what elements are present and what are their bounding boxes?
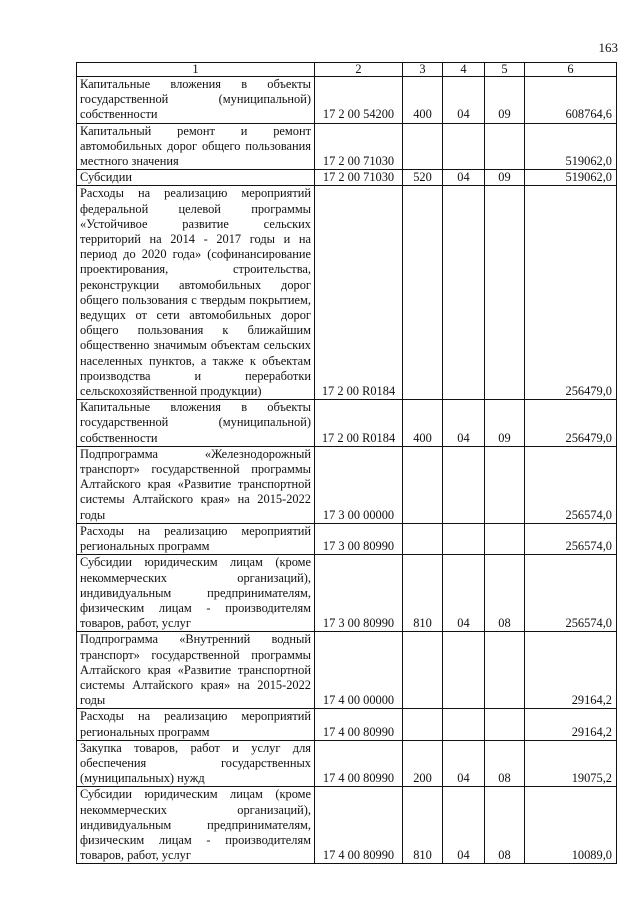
row-code: 17 2 00 71030 xyxy=(315,170,403,186)
row-name: Расходы на реализацию мероприятий региональных программ xyxy=(77,523,315,554)
column-header: 6 xyxy=(525,63,617,77)
column-header: 5 xyxy=(485,63,525,77)
row-code: 17 2 00 R0184 xyxy=(315,186,403,400)
row-amount: 29164,2 xyxy=(525,632,617,709)
row-name: Капитальные вложения в объекты государственной (муниципальной) собственности xyxy=(77,77,315,124)
row-name: Расходы на реализацию мероприятий федеральной целевой программы «Устойчивое развитие сельских территорий на 2014 - 2017 годы и на период до 2020 года» (софинансирование проектирования, строительства, реконструкции автомобильных дорог общего пользования с твердым покрытием, ведущих от сети автомобильных дорог общего пользования к ближайшим общественно значимым объектам сельских населенных пунктов, а также к объектам производства и переработки сельскохозяйственной продукции) xyxy=(77,186,315,400)
row-amount: 256574,0 xyxy=(525,555,617,632)
row-section xyxy=(443,186,485,400)
row-subsection: 08 xyxy=(485,787,525,864)
column-header: 2 xyxy=(315,63,403,77)
column-header: 4 xyxy=(443,63,485,77)
row-name: Субсидии юридическим лицам (кроме некоммерческих организаций), индивидуальным предпринимателям, физическим лицам - производителям товаров, работ, услуг xyxy=(77,555,315,632)
row-amount: 256479,0 xyxy=(525,400,617,447)
table-row xyxy=(77,77,617,124)
row-expense-type: 400 xyxy=(403,400,443,447)
row-name: Закупка товаров, работ и услуг для обеспечения государственных (муниципальных) нужд xyxy=(77,740,315,787)
table-row xyxy=(77,123,617,170)
row-section xyxy=(443,123,485,170)
row-name: Субсидии юридическим лицам (кроме некоммерческих организаций), индивидуальным предпринимателям, физическим лицам - производителям товаров, работ, услуг xyxy=(77,787,315,864)
table-row xyxy=(77,523,617,554)
row-section xyxy=(443,709,485,740)
row-code: 17 3 00 80990 xyxy=(315,555,403,632)
table-row xyxy=(77,170,617,186)
table-row xyxy=(77,400,617,447)
row-expense-type: 520 xyxy=(403,170,443,186)
row-code: 17 3 00 00000 xyxy=(315,446,403,523)
row-code: 17 2 00 54200 xyxy=(315,77,403,124)
row-code: 17 4 00 00000 xyxy=(315,632,403,709)
row-code: 17 4 00 80990 xyxy=(315,709,403,740)
row-name: Подпрограмма «Внутренний водный транспорт» государственной программы Алтайского края «Развитие транспортной системы Алтайского края» на 2015-2022 годы xyxy=(77,632,315,709)
row-code: 17 3 00 80990 xyxy=(315,523,403,554)
table-row xyxy=(77,186,617,400)
table-row xyxy=(77,632,617,709)
row-amount: 19075,2 xyxy=(525,740,617,787)
row-section: 04 xyxy=(443,787,485,864)
row-subsection: 08 xyxy=(485,555,525,632)
row-expense-type xyxy=(403,632,443,709)
row-expense-type xyxy=(403,446,443,523)
row-amount: 519062,0 xyxy=(525,123,617,170)
table-row xyxy=(77,555,617,632)
row-section: 04 xyxy=(443,170,485,186)
table-row xyxy=(77,787,617,864)
row-expense-type: 810 xyxy=(403,555,443,632)
row-subsection xyxy=(485,446,525,523)
row-section xyxy=(443,632,485,709)
row-expense-type: 400 xyxy=(403,77,443,124)
table-row xyxy=(77,446,617,523)
row-subsection xyxy=(485,523,525,554)
row-amount: 256574,0 xyxy=(525,523,617,554)
row-name: Капитальный ремонт и ремонт автомобильных дорог общего пользования местного значения xyxy=(77,123,315,170)
column-header: 3 xyxy=(403,63,443,77)
row-code: 17 4 00 80990 xyxy=(315,740,403,787)
row-name: Подпрограмма «Железнодорожный транспорт» государственной программы Алтайского края «Развитие транспортной системы Алтайского края» на 2015-2022 годы xyxy=(77,446,315,523)
row-amount: 519062,0 xyxy=(525,170,617,186)
row-name: Субсидии xyxy=(77,170,315,186)
row-subsection: 09 xyxy=(485,170,525,186)
row-expense-type xyxy=(403,709,443,740)
row-expense-type xyxy=(403,523,443,554)
page-number: 163 xyxy=(598,40,618,55)
row-subsection: 08 xyxy=(485,740,525,787)
row-amount: 10089,0 xyxy=(525,787,617,864)
row-section xyxy=(443,446,485,523)
row-expense-type xyxy=(403,123,443,170)
budget-table xyxy=(76,62,617,864)
row-subsection xyxy=(485,186,525,400)
row-code: 17 4 00 80990 xyxy=(315,787,403,864)
row-name: Расходы на реализацию мероприятий региональных программ xyxy=(77,709,315,740)
row-expense-type: 200 xyxy=(403,740,443,787)
row-expense-type xyxy=(403,186,443,400)
column-header: 1 xyxy=(77,63,315,77)
row-code: 17 2 00 R0184 xyxy=(315,400,403,447)
row-subsection xyxy=(485,123,525,170)
row-amount: 256479,0 xyxy=(525,186,617,400)
row-section: 04 xyxy=(443,740,485,787)
table-row xyxy=(77,740,617,787)
row-amount: 256574,0 xyxy=(525,446,617,523)
row-section: 04 xyxy=(443,555,485,632)
row-subsection xyxy=(485,632,525,709)
header-row xyxy=(77,63,617,77)
table-row xyxy=(77,709,617,740)
row-section: 04 xyxy=(443,400,485,447)
row-amount: 29164,2 xyxy=(525,709,617,740)
row-subsection: 09 xyxy=(485,77,525,124)
row-amount: 608764,6 xyxy=(525,77,617,124)
row-section xyxy=(443,523,485,554)
row-section: 04 xyxy=(443,77,485,124)
row-code: 17 2 00 71030 xyxy=(315,123,403,170)
row-expense-type: 810 xyxy=(403,787,443,864)
row-subsection xyxy=(485,709,525,740)
row-subsection: 09 xyxy=(485,400,525,447)
row-name: Капитальные вложения в объекты государственной (муниципальной) собственности xyxy=(77,400,315,447)
